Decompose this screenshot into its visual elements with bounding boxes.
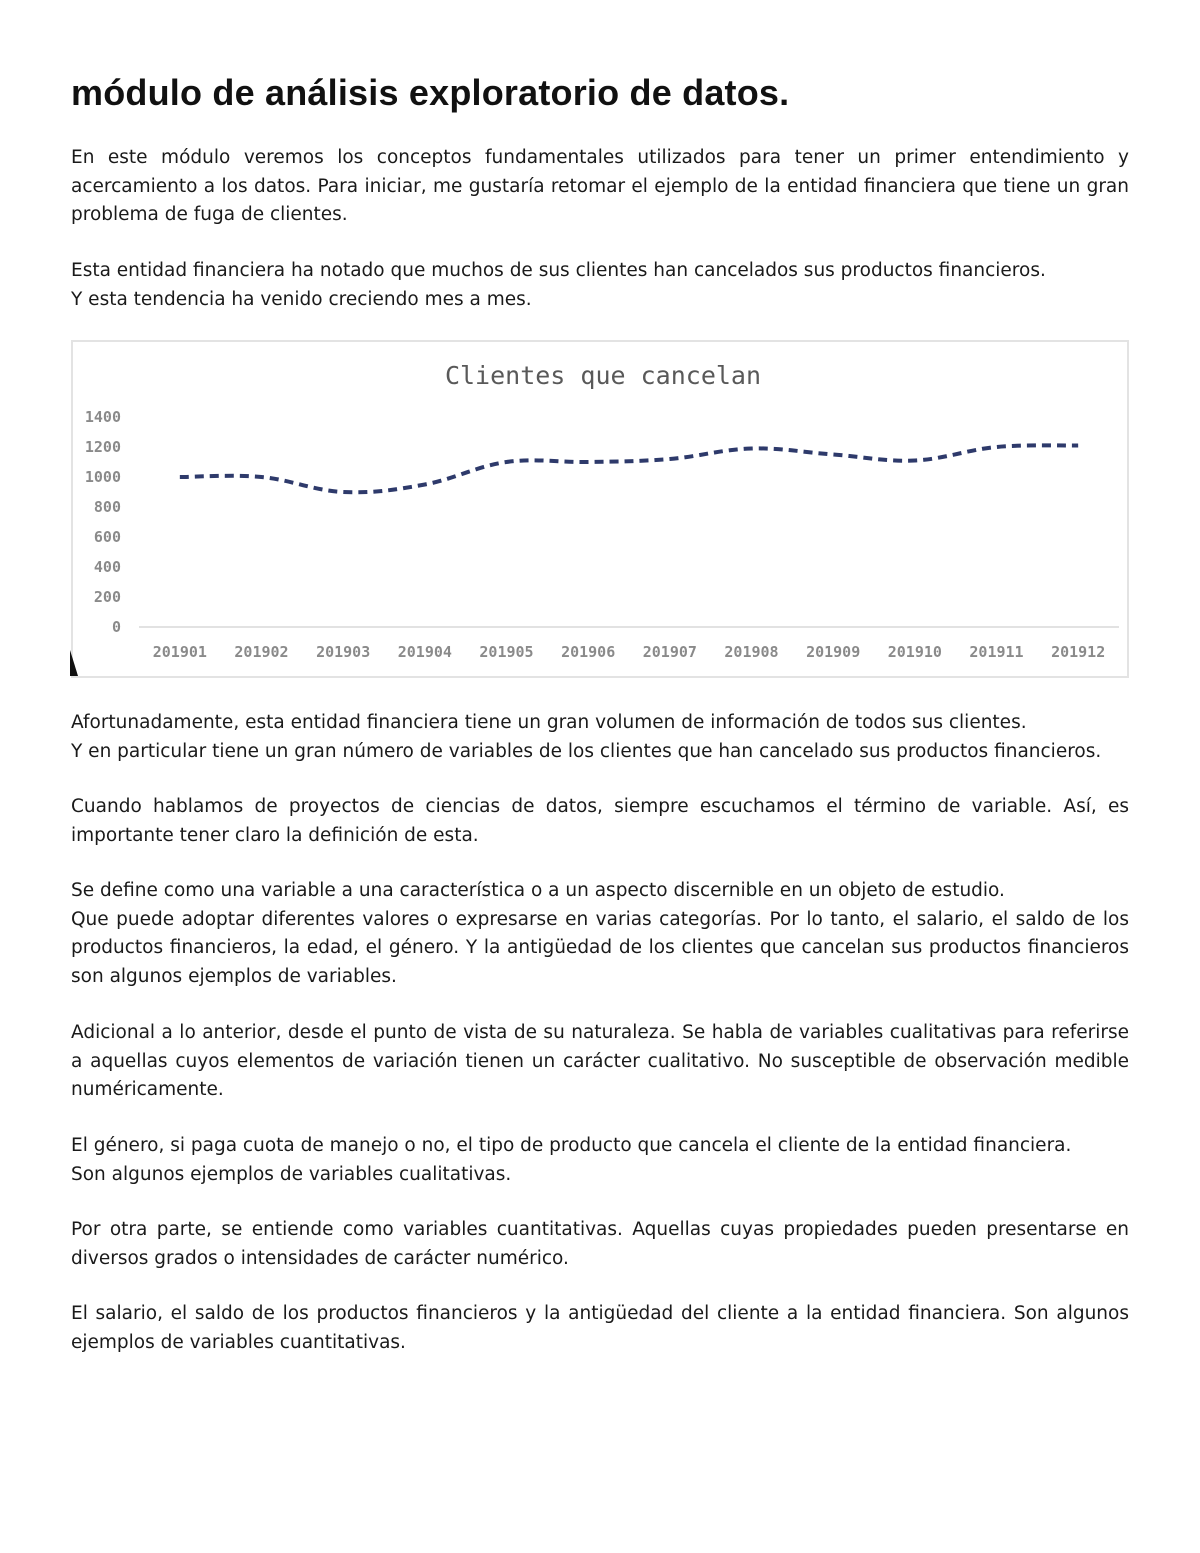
page-title: módulo de análisis exploratorio de datos. [71, 72, 790, 113]
paragraph-qualitative [71, 1019, 1129, 1105]
x-tick-label: 201903 [316, 643, 371, 661]
x-tick-label: 201905 [479, 643, 534, 661]
chart-canvas [73, 342, 1127, 676]
y-tick-label: 800 [93, 498, 121, 516]
x-tick-label: 201910 [887, 643, 942, 661]
paragraph-line: Esta entidad financiera ha notado que muchos de sus clientes han cancelados sus productos financieros. [71, 260, 1046, 281]
paragraph-information [71, 709, 1129, 766]
paragraph-line: El género, si paga cuota de manejo o no, el tipo de producto que cancela el cliente de la entidad financiera. [71, 1135, 1072, 1156]
series-line [180, 445, 1078, 492]
data-points [180, 445, 1079, 492]
paragraph-qualitative-examples [71, 1132, 1129, 1189]
paragraph-variable-definition [71, 877, 1129, 991]
x-tick-label: 201907 [642, 643, 697, 661]
paragraph-line: En este módulo veremos los conceptos fundamentales utilizados para tener un primer entendimiento y acercamiento a los datos. Para iniciar, me gustaría retomar el ejemplo de la entidad financiera que tiene un gran problema de fuga de clientes. [71, 147, 1129, 225]
paragraph-line: Por otra parte, se entiende como variables cuantitativas. Aquellas cuyas propiedades pueden presentarse en diversos grados o intensidades de carácter numérico. [71, 1219, 1129, 1269]
x-tick-label: 201911 [969, 643, 1024, 661]
corner-marker [70, 650, 78, 676]
paragraph-line: Cuando hablamos de proyectos de ciencias de datos, siempre escuchamos el término de variable. Así, es importante tener claro la definición de esta. [71, 796, 1129, 846]
y-tick-label: 0 [111, 618, 121, 636]
paragraph-line: Adicional a lo anterior, desde el punto de vista de su naturaleza. Se habla de variables cualitativas para referirse a aquellas cuyos elementos de variación tienen un carácter cualitativo. No susceptible de observación medible numéricamente. [71, 1022, 1129, 1100]
y-tick-label: 1000 [84, 468, 121, 486]
paragraph-line: Son algunos ejemplos de variables cualitativas. [71, 1163, 512, 1185]
x-tick-label: 201904 [397, 643, 452, 661]
paragraph-line: El salario, el saldo de los productos financieros y la antigüedad del cliente a la entidad financiera. Son algunos ejemplos de variables cuantitativas. [71, 1303, 1129, 1353]
y-tick-label: 600 [93, 528, 121, 546]
paragraph-line: Que puede adoptar diferentes valores o expresarse en varias categorías. Por lo tanto, el salario, el saldo de los productos financieros, la edad, el género. Y la antigüedad de los clientes que cancelan sus productos financieros son algunos ejemplos de variables. [71, 908, 1129, 987]
paragraph-trend [71, 257, 1129, 314]
y-tick-label: 200 [93, 588, 121, 606]
paragraph-line: Afortunadamente, esta entidad financiera tiene un gran volumen de información de todos sus clientes. [71, 712, 1027, 733]
paragraph-quantitative-examples [71, 1300, 1129, 1357]
paragraph-quantitative [71, 1216, 1129, 1273]
x-axis [153, 643, 1106, 661]
y-tick-label: 400 [93, 558, 121, 576]
paragraph-line: Se define como una variable a una característica o a un aspecto discernible en un objeto de estudio. [71, 880, 1005, 901]
chart-title: Clientes que cancelan [444, 361, 762, 390]
paragraph-variable-term [71, 793, 1129, 850]
x-tick-label: 201909 [806, 643, 861, 661]
x-tick-label: 201908 [724, 643, 779, 661]
x-tick-label: 201901 [152, 643, 207, 661]
y-tick-label: 1200 [84, 438, 121, 456]
y-axis [85, 408, 121, 636]
paragraph-intro [71, 144, 1129, 230]
x-tick-label: 201906 [561, 643, 616, 661]
x-tick-label: 201902 [234, 643, 289, 661]
paragraph-line: Y en particular tiene un gran número de variables de los clientes que han cancelado sus productos financieros. [71, 740, 1102, 762]
x-tick-label: 201912 [1051, 643, 1106, 661]
y-tick-label: 1400 [84, 408, 121, 426]
line-chart [71, 340, 1129, 678]
paragraph-line: Y esta tendencia ha venido creciendo mes a mes. [71, 288, 532, 310]
